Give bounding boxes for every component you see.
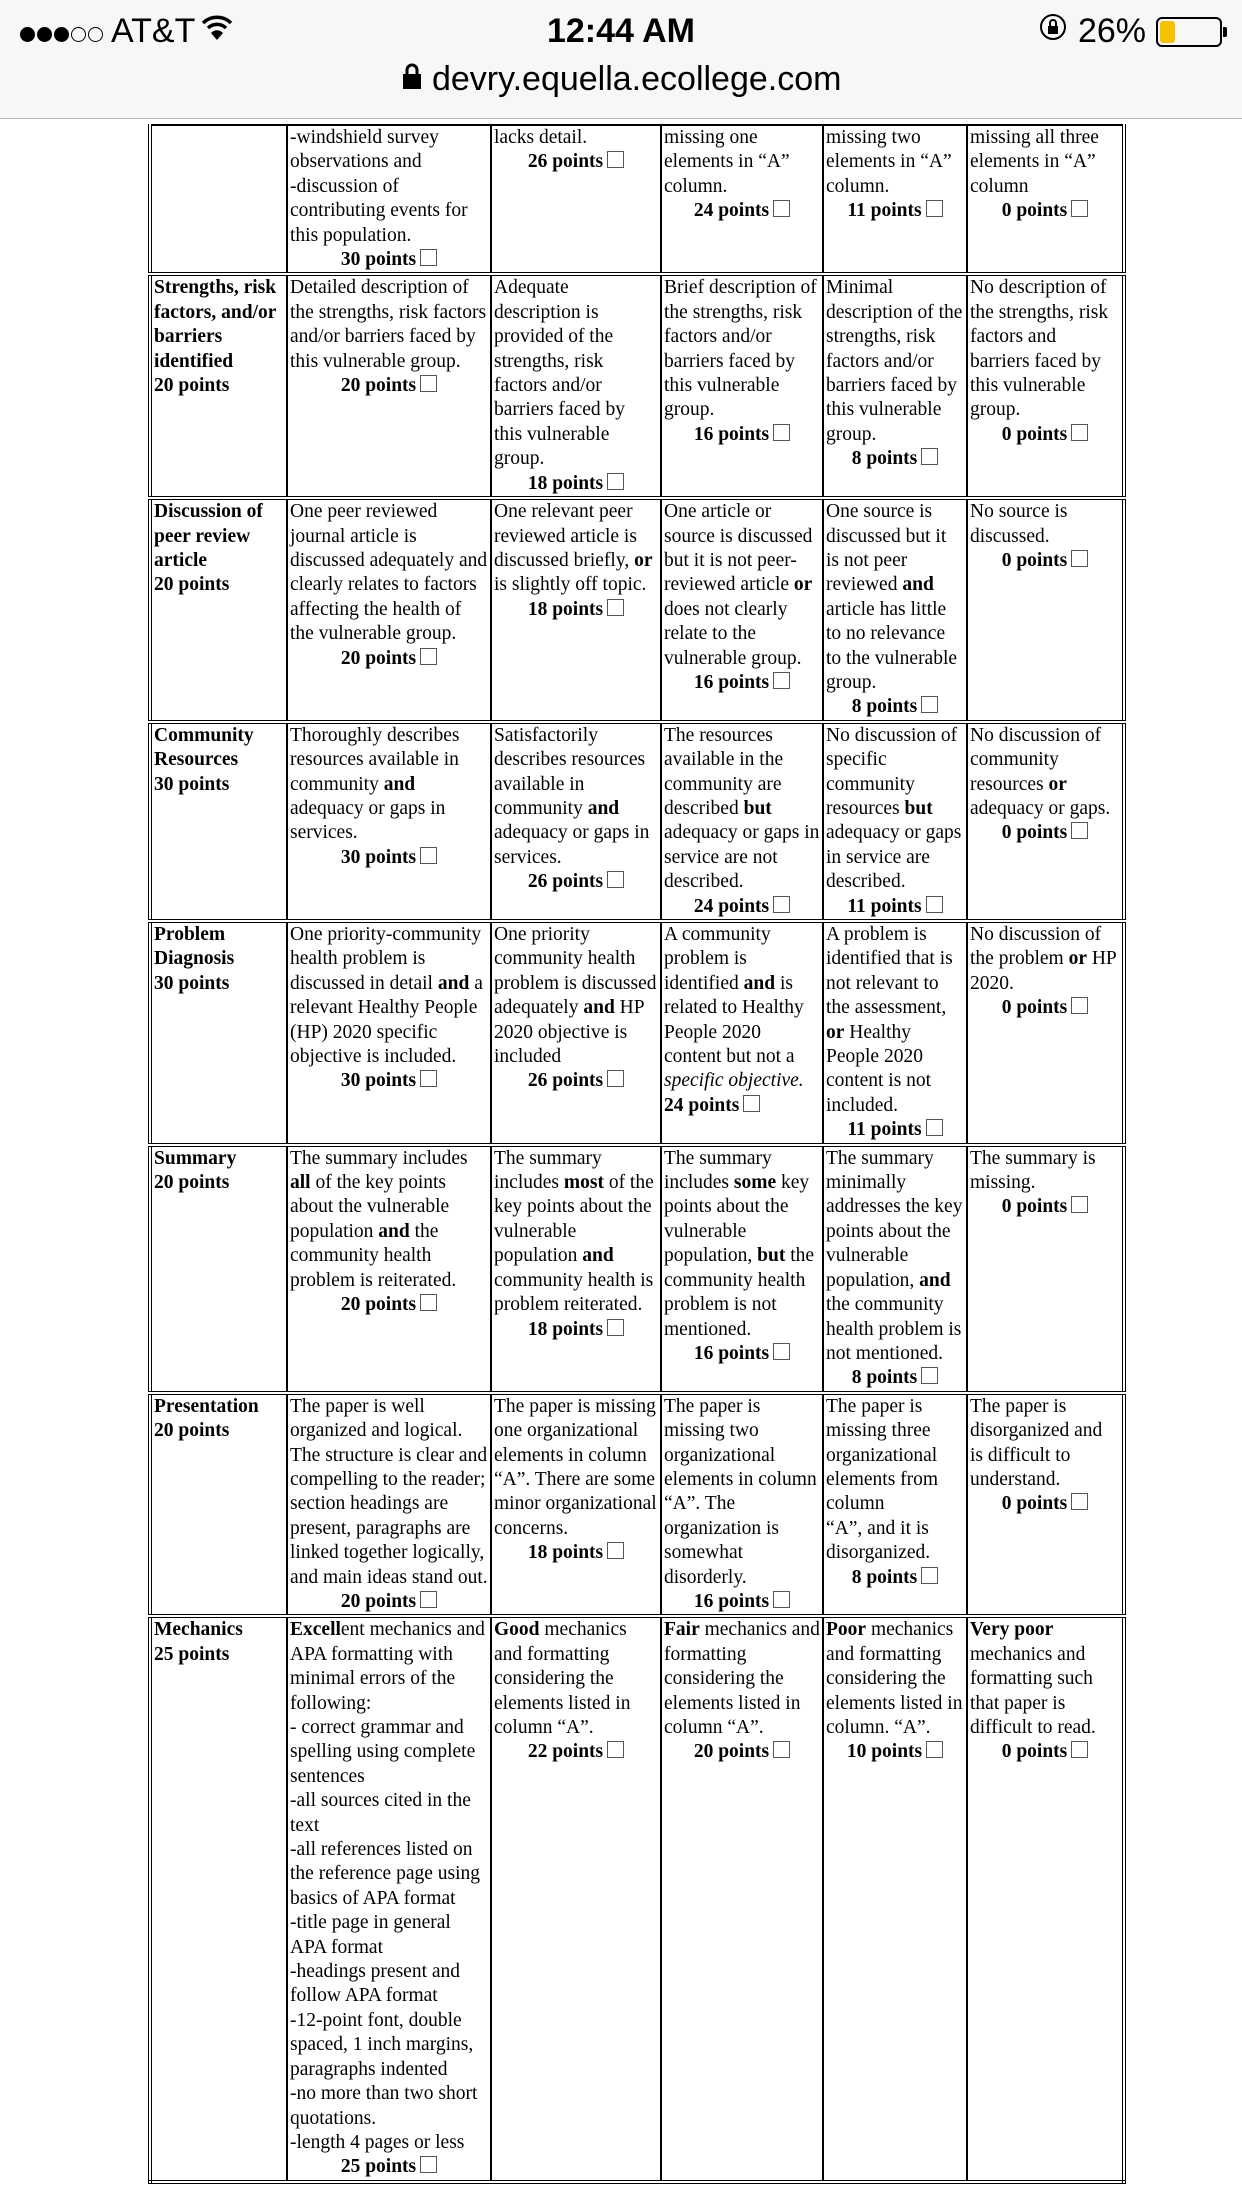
rubric-cell	[823, 1616, 967, 2181]
cell-text: lacks detail.	[494, 127, 588, 148]
score-checkbox[interactable]	[1071, 822, 1088, 839]
score-option[interactable]	[494, 598, 658, 622]
rubric-cell	[823, 274, 967, 498]
cell-text: The paper is missing two organizational elements in column “A”. The organization is somewhat disorderly.	[664, 1395, 817, 1588]
criterion-points: 20 points	[154, 1420, 230, 1442]
battery-percent: 26%	[1077, 12, 1146, 50]
cell-text: Very poor	[970, 1619, 1054, 1641]
rubric-cell	[967, 1393, 1124, 1617]
score-points: 20 points	[340, 1590, 417, 1612]
score-points: 24 points	[693, 200, 770, 222]
score-checkbox[interactable]	[420, 2156, 437, 2173]
cell-text: No source is discussed.	[970, 501, 1068, 547]
score-option[interactable]	[970, 199, 1120, 223]
score-points: 8 points	[851, 1566, 918, 1588]
score-points: 25 points	[340, 2156, 417, 2178]
cell-text: missing one elements in “A” column.	[664, 127, 790, 197]
score-checkbox[interactable]	[1071, 1493, 1088, 1510]
score-points: 20 points	[340, 375, 417, 397]
score-checkbox[interactable]	[420, 648, 437, 665]
cell-text: The summary is missing.	[970, 1147, 1096, 1194]
carrier-name: AT&T	[111, 12, 196, 50]
url-text: devry.equella.ecollege.com	[431, 60, 842, 98]
cell-text: and	[743, 972, 776, 994]
score-points: 30 points	[340, 846, 417, 868]
cell-text: No discussion of specific community resources	[826, 724, 958, 819]
criterion-points: 20 points	[154, 375, 230, 397]
score-checkbox[interactable]	[420, 1070, 437, 1087]
score-points: 16 points	[693, 423, 770, 445]
cell-text: mechanics and formatting considering the elements listed in column “A”.	[664, 1619, 820, 1738]
rubric-cell	[491, 1145, 661, 1393]
score-points: 26 points	[527, 151, 604, 173]
score-checkbox[interactable]	[926, 1741, 943, 1758]
score-points: 20 points	[693, 1741, 770, 1763]
criterion-title: Summary	[154, 1147, 237, 1169]
cell-text: and	[902, 574, 934, 596]
cell-text: The summary includes	[664, 1147, 772, 1194]
cell-text: adequacy or gaps in service are described.	[826, 822, 962, 893]
cell-text: One priority community health problem is discussed adequately	[494, 924, 657, 1019]
cell-text: One relevant peer reviewed article is discussed briefly,	[494, 501, 637, 571]
cell-text: Adequate description is provided of the strengths, risk factors and/or barriers faced by this vulnerable group.	[494, 277, 626, 470]
rubric-cell	[823, 921, 967, 1145]
rubric-cell	[967, 1145, 1124, 1393]
score-checkbox[interactable]	[921, 1367, 938, 1384]
cell-text: adequacy or gaps in services.	[494, 822, 650, 868]
cell-text: the community health problem is not mentioned.	[664, 1245, 815, 1340]
score-points: 30 points	[340, 249, 417, 271]
cell-text: No description of the strengths, risk factors and barriers faced by this vulnerable group.	[970, 277, 1109, 421]
score-points: 0 points	[1001, 200, 1068, 222]
score-option[interactable]	[664, 895, 820, 919]
score-checkbox[interactable]	[921, 696, 938, 713]
score-points: 18 points	[527, 1542, 604, 1564]
score-checkbox[interactable]	[921, 448, 938, 465]
cell-text: of the key points about the vulnerable population	[494, 1172, 654, 1267]
score-option[interactable]	[826, 1740, 964, 1764]
score-option[interactable]	[290, 374, 488, 398]
cell-text: is related to Healthy People 2020 content but not a	[664, 972, 804, 1068]
cell-text: specific objective.	[664, 1070, 804, 1092]
cell-text: Thoroughly describes resources available in community	[290, 724, 460, 795]
criterion-title: Community Resources	[154, 724, 254, 771]
battery-icon	[1156, 17, 1222, 47]
rubric-cell	[491, 498, 661, 722]
score-points: 11 points	[847, 895, 922, 917]
cell-text: and	[583, 997, 615, 1019]
cell-text: community health is problem reiterated.	[494, 1269, 654, 1316]
score-option[interactable]	[664, 671, 820, 695]
score-checkbox[interactable]	[926, 896, 943, 913]
score-points: 0 points	[1001, 1493, 1068, 1515]
rubric-cell	[967, 1616, 1124, 2181]
score-option[interactable]	[290, 1069, 488, 1093]
criterion-label	[150, 125, 287, 274]
cell-text: A problem is identified that is not relevant to the assessment,	[826, 924, 953, 1019]
address-bar[interactable]	[0, 60, 1242, 99]
cell-text: The paper is missing three organizational elements from column “A”, and it is disorganized.	[826, 1395, 939, 1564]
cell-text: Detailed description of the strengths, risk factors and/or barriers faced by this vulnerable group.	[290, 277, 487, 372]
cell-text: most	[563, 1172, 604, 1194]
rubric-cell	[661, 722, 823, 921]
score-option[interactable]	[970, 1740, 1120, 1764]
rubric-cell	[823, 1145, 967, 1393]
cell-text: and	[383, 773, 416, 795]
criterion-title: Mechanics	[154, 1619, 243, 1641]
score-points: 8 points	[851, 1367, 918, 1389]
cell-text: key points about the vulnerable population,	[664, 1172, 810, 1267]
rubric-cell	[823, 722, 967, 921]
cell-text: The summary includes	[494, 1147, 602, 1194]
rubric-cell	[491, 1393, 661, 1617]
grading-rubric-table	[148, 124, 1126, 2184]
score-points: 26 points	[527, 1070, 604, 1092]
rubric-cell	[967, 921, 1124, 1145]
rubric-row	[150, 1393, 1124, 1617]
score-points: 10 points	[846, 1741, 923, 1763]
score-checkbox[interactable]	[743, 1095, 760, 1112]
score-points: 11 points	[847, 1119, 922, 1141]
score-checkbox[interactable]	[1071, 1741, 1088, 1758]
score-checkbox[interactable]	[1071, 997, 1088, 1014]
score-points: 0 points	[1001, 822, 1068, 844]
score-points: 0 points	[1001, 1196, 1068, 1218]
score-option[interactable]	[664, 423, 820, 447]
rubric-cell	[287, 274, 491, 498]
cell-text: of the key points about the vulnerable population	[290, 1172, 450, 1242]
criterion-label	[150, 498, 287, 722]
cell-text: The resources available in the community are described	[664, 724, 784, 819]
rubric-cell	[661, 1145, 823, 1393]
score-option[interactable]	[970, 1492, 1120, 1516]
rubric-cell	[287, 1393, 491, 1617]
cell-text: One peer reviewed journal article is discussed adequately and clearly relates to factors affecting the health of the vulnerable group.	[290, 501, 488, 645]
rubric-cell	[661, 921, 823, 1145]
score-checkbox[interactable]	[607, 599, 624, 616]
score-option[interactable]	[290, 846, 488, 870]
rubric-cell	[967, 722, 1124, 921]
criterion-points: 30 points	[154, 972, 230, 994]
score-option[interactable]	[290, 1590, 488, 1614]
score-checkbox[interactable]	[1071, 1196, 1088, 1213]
score-option[interactable]	[970, 423, 1120, 447]
score-option[interactable]	[664, 1590, 820, 1614]
score-checkbox[interactable]	[607, 871, 624, 888]
score-points: 18 points	[527, 472, 604, 494]
score-points: 24 points	[664, 1094, 740, 1116]
cell-text: missing all three elements in “A” column	[970, 127, 1099, 197]
score-option[interactable]	[826, 1366, 964, 1390]
score-option[interactable]	[970, 821, 1120, 845]
rubric-cell	[287, 1145, 491, 1393]
score-checkbox[interactable]	[607, 1070, 624, 1087]
score-option[interactable]	[494, 1069, 658, 1093]
cell-text: and	[437, 972, 470, 994]
rubric-cell	[967, 125, 1124, 274]
cell-text: Excell	[290, 1619, 341, 1641]
browser-top-bar	[0, 0, 1242, 119]
rubric-cell	[661, 1616, 823, 2181]
rubric-cell	[287, 125, 491, 274]
cell-text: and	[378, 1220, 410, 1242]
score-points: 0 points	[1001, 549, 1068, 571]
score-option[interactable]	[290, 647, 488, 671]
score-checkbox[interactable]	[921, 1567, 938, 1584]
rubric-cell	[491, 274, 661, 498]
score-checkbox[interactable]	[773, 424, 790, 441]
rubric-cell	[491, 125, 661, 274]
cell-text: missing two elements in “A” column.	[826, 127, 952, 197]
rubric-row	[150, 274, 1124, 498]
cell-text: mechanics and formatting considering the elements listed in column. “A”.	[826, 1619, 963, 1738]
criterion-points: 30 points	[154, 773, 230, 795]
criterion-title: Discussion of peer review article	[154, 501, 263, 571]
rubric-row	[150, 1145, 1124, 1393]
cell-text: is slightly off topic.	[494, 574, 647, 596]
score-option[interactable]	[664, 1342, 820, 1366]
cell-text: all	[290, 1172, 311, 1194]
score-checkbox[interactable]	[607, 1542, 624, 1559]
rubric-cell	[661, 125, 823, 274]
cell-text: No discussion of community resources	[970, 724, 1102, 795]
cell-text: and	[582, 1245, 614, 1267]
cell-text: or	[1068, 948, 1087, 970]
rubric-row	[150, 498, 1124, 722]
status-bar	[0, 10, 1242, 54]
score-points: 8 points	[851, 696, 918, 718]
cell-text: the community health problem is reiterated.	[290, 1220, 457, 1291]
rubric-cell	[491, 921, 661, 1145]
score-checkbox[interactable]	[773, 1591, 790, 1608]
score-points: 11 points	[847, 200, 922, 222]
rubric-cell	[967, 274, 1124, 498]
criterion-label	[150, 921, 287, 1145]
cell-text: or	[1048, 773, 1067, 795]
cell-text: or	[634, 549, 653, 571]
rubric-cell	[823, 125, 967, 274]
score-points: 18 points	[527, 598, 604, 620]
cell-text: HP 2020 objective is included	[494, 997, 644, 1068]
cell-text: The paper is missing one organizational elements in column “A”. There are some minor organizational concerns.	[494, 1395, 657, 1539]
score-option[interactable]	[826, 199, 964, 223]
rubric-cell	[823, 498, 967, 722]
cell-text: the community health problem is not mentioned.	[826, 1294, 962, 1364]
lock-icon	[401, 60, 423, 98]
cell-text: HP 2020.	[970, 948, 1117, 994]
score-option[interactable]	[290, 248, 488, 272]
criterion-label	[150, 1616, 287, 2181]
score-checkbox[interactable]	[420, 1294, 437, 1311]
rubric-row	[150, 921, 1124, 1145]
criterion-points: 20 points	[154, 574, 230, 596]
score-option[interactable]	[826, 695, 964, 719]
score-points: 20 points	[340, 1294, 417, 1316]
score-option[interactable]	[494, 150, 658, 174]
score-option[interactable]	[290, 1293, 488, 1317]
criterion-points: 25 points	[154, 1643, 230, 1665]
score-option[interactable]	[664, 1740, 820, 1764]
cell-text: and	[587, 797, 620, 819]
score-option[interactable]	[290, 2155, 488, 2179]
cell-text: but	[757, 1245, 786, 1267]
rubric-cell	[287, 722, 491, 921]
score-option[interactable]	[494, 1541, 658, 1565]
score-checkbox[interactable]	[926, 1119, 943, 1136]
score-points: 26 points	[527, 871, 604, 893]
cell-text: adequacy or gaps.	[970, 797, 1111, 819]
score-points: 20 points	[340, 647, 417, 669]
cell-text: Brief description of the strengths, risk factors and/or barriers faced by this vulnerable group.	[664, 277, 817, 421]
cell-text: some	[733, 1172, 777, 1194]
rubric-cell	[287, 921, 491, 1145]
score-checkbox[interactable]	[420, 1591, 437, 1608]
score-checkbox[interactable]	[1071, 550, 1088, 567]
cell-text: One article or source is discussed but it is not peer-reviewed article	[664, 501, 813, 596]
score-option[interactable]	[970, 549, 1120, 573]
rubric-cell	[491, 1616, 661, 2181]
score-points: 16 points	[693, 1590, 770, 1612]
orientation-lock-icon	[1038, 12, 1068, 51]
rubric-row	[150, 125, 1124, 274]
cell-text: The paper is disorganized and is difficult to understand.	[970, 1395, 1103, 1490]
score-points: 0 points	[1001, 997, 1068, 1019]
score-option[interactable]	[494, 1740, 658, 1764]
score-option[interactable]	[494, 472, 658, 496]
score-checkbox[interactable]	[773, 1343, 790, 1360]
score-points: 24 points	[693, 895, 770, 917]
criterion-label	[150, 274, 287, 498]
score-option[interactable]	[664, 1094, 820, 1118]
score-points: 30 points	[340, 1070, 417, 1092]
score-option[interactable]	[494, 1318, 658, 1342]
score-checkbox[interactable]	[773, 672, 790, 689]
cell-text: Satisfactorily describes resources available in community	[494, 724, 646, 819]
rubric-cell	[661, 498, 823, 722]
score-option[interactable]	[826, 895, 964, 919]
cell-text: mechanics and formatting such that paper is difficult to read.	[970, 1643, 1096, 1738]
cell-text: One source is discussed but it is not peer reviewed	[826, 501, 947, 596]
cell-text: The summary minimally addresses the key points about the vulnerable population,	[826, 1147, 963, 1291]
rubric-cell	[491, 722, 661, 921]
score-checkbox[interactable]	[773, 896, 790, 913]
score-option[interactable]	[826, 447, 964, 471]
score-points: 16 points	[693, 1342, 770, 1364]
score-checkbox[interactable]	[607, 151, 624, 168]
cell-text: A community problem is identified	[664, 924, 771, 994]
cell-text: No discussion of the problem	[970, 924, 1102, 970]
score-points: 0 points	[1001, 1741, 1068, 1763]
rubric-cell	[661, 274, 823, 498]
rubric-row	[150, 722, 1124, 921]
cell-text: a relevant Healthy People (HP) 2020 specific objective is included.	[290, 972, 483, 1068]
score-checkbox[interactable]	[1071, 200, 1088, 217]
score-checkbox[interactable]	[420, 375, 437, 392]
score-checkbox[interactable]	[773, 1741, 790, 1758]
rubric-row	[150, 1616, 1124, 2181]
rubric-cell	[823, 1393, 967, 1617]
score-checkbox[interactable]	[420, 249, 437, 266]
cell-text: -windshield survey observations and -discussion of contributing events for this population.	[290, 127, 468, 246]
score-checkbox[interactable]	[607, 1741, 624, 1758]
cell-text: but	[904, 797, 933, 819]
score-checkbox[interactable]	[926, 200, 943, 217]
cell-text: Good	[494, 1619, 540, 1641]
cell-text: The paper is well organized and logical. The structure is clear and compelling to the reader; section headings are present, paragraphs are linked together logically, and main ideas stand out.	[290, 1395, 488, 1588]
criterion-label	[150, 1145, 287, 1393]
score-checkbox[interactable]	[773, 200, 790, 217]
cell-text: One priority-community health problem is discussed in detail	[290, 924, 482, 994]
cell-text: Poor	[826, 1619, 867, 1641]
criterion-title: Presentation	[154, 1395, 259, 1417]
cell-text: or	[793, 574, 813, 596]
cell-text: or	[826, 1021, 845, 1043]
score-option[interactable]	[970, 996, 1120, 1020]
cell-text: and	[919, 1269, 951, 1291]
cell-text: mechanics and formatting considering the elements listed in column “A”.	[494, 1619, 631, 1738]
rubric-cell	[661, 1393, 823, 1617]
rubric-cell	[287, 1616, 491, 2181]
cell-text: article has little to no relevance to the vulnerable group.	[826, 598, 958, 693]
score-points: 22 points	[527, 1741, 604, 1763]
score-checkbox[interactable]	[607, 1319, 624, 1336]
cell-text: ent mechanics and APA formatting with minimal errors of the following: - correct grammar and spelling using complete sentences -all sources cited in the text -all references listed on the reference page using basics of APA format -title page in general APA format -headings present and follow APA format -12-point font, double spaced, 1 inch margins, paragraphs indented -no more than two short quotations. -length 4 pages or less	[290, 1619, 485, 2153]
cell-text: but	[743, 797, 772, 819]
score-points: 8 points	[851, 448, 918, 470]
score-points: 0 points	[1001, 423, 1068, 445]
criterion-points: 20 points	[154, 1172, 230, 1194]
clock: 12:44 AM	[546, 12, 696, 50]
score-points: 18 points	[527, 1318, 604, 1340]
score-option[interactable]	[826, 1566, 964, 1590]
score-option[interactable]	[494, 870, 658, 894]
criterion-label	[150, 722, 287, 921]
criterion-title: Problem Diagnosis	[154, 924, 235, 970]
score-checkbox[interactable]	[1071, 424, 1088, 441]
cell-text: adequacy or gaps in services.	[290, 797, 446, 844]
cell-text: Minimal description of the strengths, risk factors and/or barriers faced by this vulnerable group.	[826, 277, 963, 445]
rubric-cell	[967, 498, 1124, 722]
score-option[interactable]	[970, 1195, 1120, 1219]
cell-text: The summary includes	[290, 1147, 468, 1169]
criterion-title: Strengths, risk factors, and/or barriers identified	[154, 277, 277, 372]
score-option[interactable]	[664, 199, 820, 223]
cell-text: does not clearly relate to the vulnerable group.	[664, 598, 802, 669]
rubric-cell	[287, 498, 491, 722]
score-checkbox[interactable]	[420, 847, 437, 864]
cell-text: Fair	[664, 1619, 700, 1641]
score-checkbox[interactable]	[607, 473, 624, 490]
score-points: 16 points	[693, 671, 770, 693]
score-option[interactable]	[826, 1118, 964, 1142]
cell-text: Healthy People 2020 content is not included.	[826, 1021, 932, 1116]
cell-text: adequacy or gaps in service are not described.	[664, 822, 820, 893]
criterion-label	[150, 1393, 287, 1617]
